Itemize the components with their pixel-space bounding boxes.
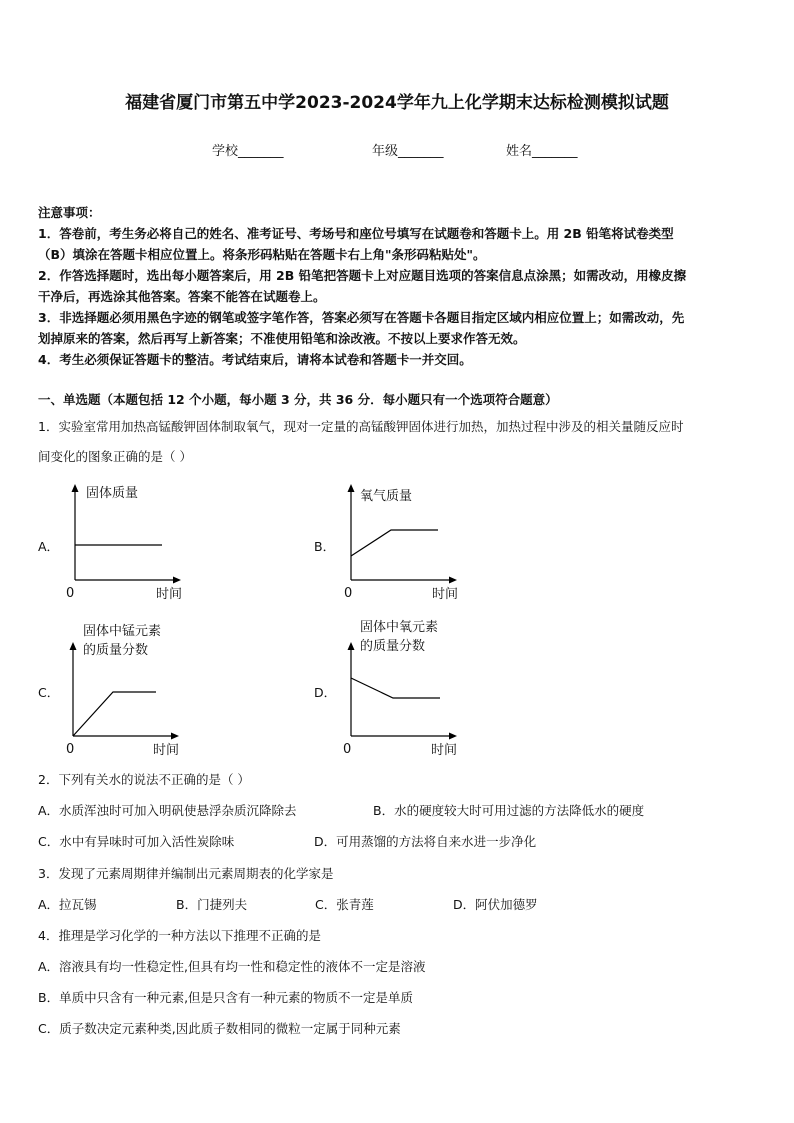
notice-line: （B）填涂在答题卡相应位置上。将条形码粘贴在答题卡右上角"条形码粘贴处"。	[38, 247, 486, 262]
q1-option-c-label: C．	[38, 685, 60, 700]
q3-option-d: D．阿伏加德罗	[453, 897, 538, 912]
graph-line	[351, 530, 438, 556]
q3-option-b: B．门捷列夫	[176, 897, 248, 912]
notice-line: 划掉原来的答案，然后再写上新答案；不准使用铅笔和涂改液。不按以上要求作答无效。	[38, 331, 526, 346]
y-axis-arrow	[72, 484, 79, 492]
grade-field: 年级_______	[372, 144, 444, 159]
q4-option-b: B．单质中只含有一种元素,但是只含有一种元素的物质不一定是单质	[38, 990, 414, 1005]
x-axis-arrow	[449, 733, 457, 740]
name-field: 姓名_______	[506, 144, 578, 159]
q3-option-a: A．拉瓦锡	[38, 897, 97, 912]
q4-stem: 4．推理是学习化学的一种方法以下推理不正确的是	[38, 928, 321, 943]
notice-line: 干净后，再选涂其他答案。答案不能答在试题卷上。	[38, 289, 326, 304]
q1-option-a-label: A．	[38, 539, 60, 554]
q1-graph-b	[336, 480, 476, 605]
origin-label: 0	[343, 742, 352, 757]
x-label: 时间	[156, 587, 183, 602]
y-axis-arrow	[70, 642, 77, 650]
x-label: 时间	[431, 743, 458, 758]
notice-line: 3．非选择题必须用黑色字迹的钢笔或签字笔作答，答案必须写在答题卡各题目指定区域内相应位置上；如需改动，先	[38, 310, 685, 325]
q1-option-d-label: D．	[314, 685, 337, 700]
y-label: 的质量分数	[360, 639, 426, 654]
graph-line	[73, 692, 156, 736]
y-axis-arrow	[348, 642, 355, 650]
x-axis-arrow	[449, 577, 457, 584]
notice-line: 4．考生必须保证答题卡的整洁。考试结束后，请将本试卷和答题卡一并交回。	[38, 352, 472, 367]
school-field: 学校_______	[212, 144, 284, 159]
q2-option-a: A．水质浑浊时可加入明矾使悬浮杂质沉降除去	[38, 803, 297, 818]
y-label: 氧气质量	[360, 489, 413, 504]
x-label: 时间	[432, 587, 459, 602]
y-label: 固体中氧元素	[360, 620, 439, 635]
y-label: 固体质量	[86, 486, 139, 501]
x-axis-arrow	[173, 577, 181, 584]
section-heading: 一、单选题（本题包括 12 个小题，每小题 3 分，共 36 分．每小题只有一个选项符合题意）	[38, 392, 558, 407]
q2-option-c: C．水中有异味时可加入活性炭除味	[38, 834, 235, 849]
q2-option-d: D．可用蒸馏的方法将自来水进一步净化	[314, 834, 537, 849]
origin-label: 0	[66, 586, 75, 601]
q1-graph-a	[60, 480, 200, 605]
q1-stem: 间变化的图象正确的是（ ）	[38, 449, 192, 464]
x-axis-arrow	[171, 733, 179, 740]
q3-stem: 3．发现了元素周期律并编制出元素周期表的化学家是	[38, 866, 334, 881]
q1-graph-d	[336, 612, 476, 757]
notice-heading: 注意事项：	[38, 205, 101, 220]
y-label: 固体中锰元素	[83, 624, 162, 639]
q2-option-b: B．水的硬度较大时可用过滤的方法降低水的硬度	[373, 803, 645, 818]
q1-option-b-label: B．	[314, 539, 336, 554]
x-label: 时间	[153, 743, 180, 758]
q1-graph-c	[60, 616, 200, 761]
origin-label: 0	[66, 742, 75, 757]
y-axis-arrow	[348, 484, 355, 492]
q4-option-c: C．质子数决定元素种类,因此质子数相同的微粒一定属于同种元素	[38, 1021, 401, 1036]
q4-option-a: A．溶液具有均一性稳定性,但具有均一性和稳定性的液体不一定是溶液	[38, 959, 426, 974]
origin-label: 0	[344, 586, 353, 601]
page-title: 福建省厦门市第五中学2023-2024学年九上化学期末达标检测模拟试题	[125, 93, 669, 113]
notice-line: 2．作答选择题时，选出每小题答案后，用 2B 铅笔把答题卡上对应题目选项的答案信息点涂黑；如需改动，用橡皮擦	[38, 268, 687, 283]
q3-option-c: C．张青莲	[315, 897, 374, 912]
q2-stem: 2．下列有关水的说法不正确的是（ ）	[38, 772, 250, 787]
q1-stem: 1．实验室常用加热高锰酸钾固体制取氧气，现对一定量的高锰酸钾固体进行加热，加热过程中涉及的相关量随反应时	[38, 419, 684, 434]
y-label: 的质量分数	[83, 643, 149, 658]
graph-line	[351, 678, 440, 698]
notice-line: 1．答卷前，考生务必将自己的姓名、准考证号、考场号和座位号填写在试题卷和答题卡上。用 2B 铅笔将试卷类型	[38, 226, 674, 241]
